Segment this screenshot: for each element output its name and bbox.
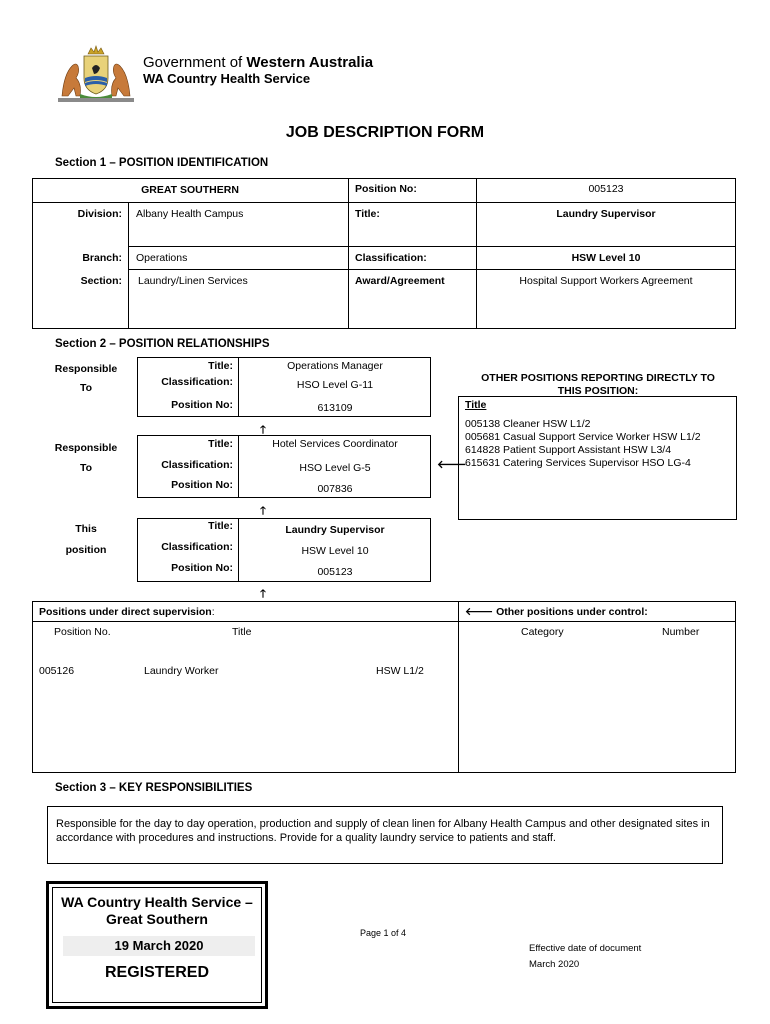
government-prefix: Government of [143, 54, 247, 71]
section1-heading: Section 1 – POSITION IDENTIFICATION [55, 157, 269, 169]
page-title: JOB DESCRIPTION FORM [285, 124, 485, 141]
box2-position-no-value: 007836 [317, 483, 353, 495]
branch-label: Branch: [82, 252, 122, 264]
stamp-status: REGISTERED [104, 964, 209, 981]
box3-classification-label: Classification: [161, 541, 233, 553]
this-label: This [75, 523, 97, 535]
branch-value: Operations [136, 252, 188, 264]
award-label: Award/Agreement [355, 275, 445, 287]
box3-title-label: Title: [208, 520, 233, 532]
division-label: Division: [77, 208, 122, 220]
box2-classification-value: HSO Level G-5 [299, 462, 371, 474]
key-responsibilities-box [47, 806, 723, 864]
effective-date-label: Effective date of document [529, 943, 642, 954]
arrow-up-icon: 🡑 [260, 505, 266, 517]
box2-title-value: Hotel Services Coordinator [272, 438, 398, 450]
government-heading [143, 54, 373, 71]
box3-title-value: Laundry Supervisor [285, 524, 385, 536]
arrow-left-icon: 🡐 [465, 606, 494, 618]
under-supervision-colon: : [211, 606, 215, 618]
arrow-up-icon: 🡑 [260, 588, 266, 600]
key-responsibilities-text: Responsible for the day to day operation, production and supply of clean linen for Albany Health Campus and other designated sites in accordance with procedures and instructions. Provide for a quality laundry service to patients and staff. [56, 818, 710, 844]
section-label: Section: [80, 275, 122, 287]
effective-date-value: March 2020 [529, 959, 580, 970]
to-label-2: To [79, 462, 93, 474]
other-positions-heading-line1: OTHER POSITIONS REPORTING DIRECTLY TO [481, 372, 715, 384]
classification-value: HSW Level 10 [571, 252, 641, 264]
responsible-label-2: Responsible [54, 442, 118, 454]
list-item: 615631 Catering Services Supervisor HSO LG-4 [465, 457, 691, 469]
box3-position-no-label: Position No: [171, 562, 233, 574]
page-number: Page 1 of 4 [360, 928, 407, 938]
list-item: 005138 Cleaner HSW L1/2 [465, 418, 591, 430]
arrow-up-icon: 🡑 [260, 424, 266, 436]
arrow-left-icon: 🡐 [437, 459, 467, 471]
other-positions-title-label: Title [465, 399, 487, 411]
government-state: Western Australia [246, 54, 374, 71]
other-positions-list [465, 418, 701, 470]
box1-classification-label: Classification: [161, 376, 233, 388]
box1-position-no-label: Position No: [171, 399, 233, 411]
other-control-label: Other positions under control: [496, 606, 648, 618]
section3-heading: Section 3 – KEY RESPONSIBILITIES [55, 782, 253, 794]
box2-position-no-label: Position No: [171, 479, 233, 491]
list-item: 005681 Casual Support Service Worker HSW L1/2 [465, 431, 701, 443]
box3-classification-value: HSW Level 10 [301, 545, 369, 557]
box1-position-no-value: 613109 [317, 402, 353, 414]
stamp-date: 19 March 2020 [63, 936, 255, 956]
table-row-level: HSW L1/2 [376, 665, 424, 677]
stamp-line1: WA Country Health Service – [61, 894, 253, 910]
title-value: Laundry Supervisor [556, 208, 656, 220]
col-category: Category [521, 626, 564, 638]
responsible-label-1: Responsible [54, 363, 118, 375]
position-no-value: 005123 [588, 183, 624, 195]
section-value: Laundry/Linen Services [138, 275, 248, 287]
box1-classification-value: HSO Level G-11 [296, 379, 374, 391]
box1-title-label: Title: [208, 360, 233, 372]
col-title: Title [232, 626, 252, 638]
title-label: Title: [355, 208, 380, 220]
region-label: GREAT SOUTHERN [141, 184, 239, 196]
table-row-position-no: 005126 [39, 665, 75, 677]
to-label-1: To [79, 382, 93, 394]
classification-label: Classification: [355, 252, 427, 264]
col-position-no: Position No. [54, 626, 111, 638]
supervision-table [32, 601, 736, 773]
wa-crest-logo [54, 44, 138, 106]
health-service-name: WA Country Health Service [143, 71, 311, 86]
section2-heading: Section 2 – POSITION RELATIONSHIPS [55, 338, 270, 350]
award-value: Hospital Support Workers Agreement [519, 275, 693, 287]
stamp-line2: Great Southern [106, 911, 208, 927]
other-control-heading [465, 605, 648, 618]
under-supervision-heading [39, 606, 215, 618]
under-supervision-label: Positions under direct supervision [39, 606, 212, 618]
box3-position-no-value: 005123 [317, 566, 353, 578]
box1-title-value: Operations Manager [287, 360, 383, 372]
position-label: position [65, 544, 107, 556]
division-value: Albany Health Campus [136, 208, 244, 220]
other-positions-heading-line2: THIS POSITION: [557, 385, 639, 397]
table-row-title: Laundry Worker [144, 665, 219, 677]
col-number: Number [662, 626, 700, 638]
position-no-label: Position No: [355, 183, 417, 195]
registration-stamp [46, 881, 268, 1009]
box2-title-label: Title: [208, 438, 233, 450]
box2-classification-label: Classification: [161, 459, 233, 471]
list-item: 614828 Patient Support Assistant HSW L3/4 [465, 444, 672, 456]
